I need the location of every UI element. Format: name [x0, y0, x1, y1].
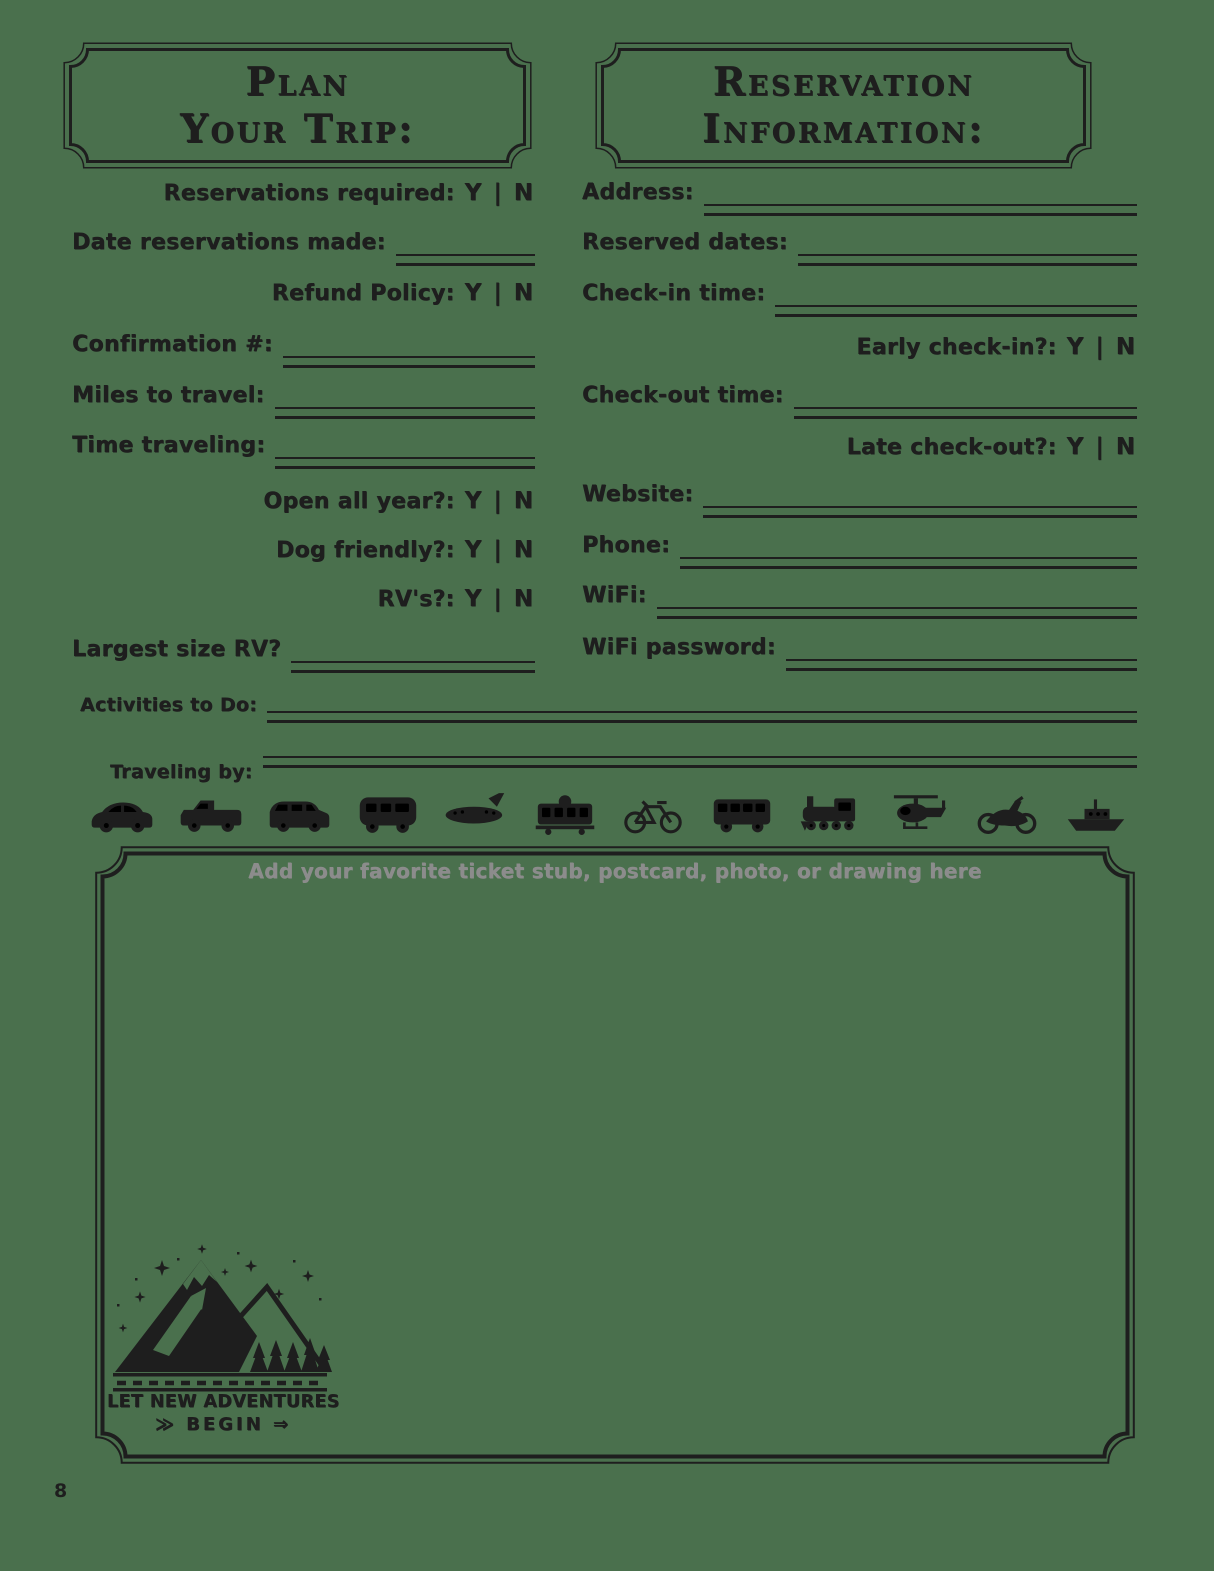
bicycle-icon[interactable] — [619, 790, 687, 836]
camper-van-icon[interactable] — [354, 790, 422, 836]
motorcycle-icon[interactable] — [973, 790, 1041, 836]
field-confirmation-number — [72, 332, 535, 357]
page-number: 8 — [54, 1480, 68, 1502]
field-label: Miles to travel: — [72, 383, 265, 408]
field-label: WiFi: — [582, 583, 647, 608]
field-largest-size-rv — [72, 637, 535, 662]
field-label: RV's?: — [377, 587, 455, 613]
field-label: Website: — [582, 482, 694, 507]
field-check-in-time — [582, 281, 1137, 306]
field-label: Reserved dates: — [582, 230, 788, 255]
plan-your-trip-title — [180, 59, 415, 153]
field-label: Date reservations made: — [72, 230, 386, 255]
field-label: Address: — [582, 180, 694, 205]
field-address — [582, 180, 1137, 205]
field-label: WiFi password: — [582, 635, 776, 660]
check-out-time-line[interactable] — [794, 407, 1137, 419]
yn-options[interactable]: Y | N — [464, 180, 535, 206]
field-label: Reservations required: — [163, 181, 455, 207]
field-label: Late check-out?: — [846, 435, 1057, 461]
field-label: Traveling by: — [110, 761, 253, 783]
miles-to-travel-line[interactable] — [275, 407, 535, 419]
reserved-dates-line[interactable] — [798, 254, 1137, 266]
field-label: Phone: — [582, 533, 671, 558]
activities-to-do-line[interactable] — [267, 711, 1137, 723]
field-miles-to-travel — [72, 383, 535, 408]
check-in-time-line[interactable] — [775, 305, 1137, 317]
traveling-by-line[interactable] — [263, 756, 1137, 768]
field-label: Open all year?: — [263, 489, 455, 515]
memory-box-caption: Add your favorite ticket stub, postcard, photo, or drawing here — [248, 859, 982, 883]
field-label: Refund Policy: — [271, 281, 455, 307]
wifi-password-line[interactable] — [786, 659, 1137, 671]
field-late-check-out — [582, 434, 1137, 460]
mountain-graphic — [107, 1242, 339, 1392]
title-line-2: Your Trip: — [180, 105, 415, 152]
field-label: Time traveling: — [72, 433, 266, 458]
time-traveling-line[interactable] — [275, 457, 535, 469]
field-early-check-in — [582, 334, 1137, 360]
field-label: Early check-in?: — [856, 335, 1057, 361]
yn-options[interactable]: Y | N — [464, 280, 535, 306]
field-dog-friendly — [72, 537, 535, 563]
boat-icon[interactable] — [1062, 790, 1130, 836]
field-wifi — [582, 583, 1137, 608]
date-reservations-made-line[interactable] — [396, 254, 535, 266]
field-time-traveling — [72, 433, 535, 458]
yn-options[interactable]: Y | N — [464, 488, 535, 514]
yn-options[interactable]: Y | N — [464, 586, 535, 612]
field-phone — [582, 533, 1137, 558]
website-line[interactable] — [703, 506, 1137, 518]
field-check-out-time — [582, 383, 1137, 408]
field-label: Confirmation #: — [72, 332, 273, 357]
field-activities-to-do — [80, 695, 1137, 717]
field-date-reservations-made — [72, 230, 535, 255]
airplane-icon[interactable] — [442, 790, 510, 836]
memory-box — [95, 846, 1135, 1464]
wifi-line[interactable] — [657, 607, 1137, 619]
title-line-1: Reservation — [712, 58, 975, 105]
title-line-2: Information: — [702, 105, 985, 152]
field-website — [582, 482, 1137, 507]
traveling-by-icons — [88, 786, 1130, 836]
yn-options[interactable]: Y | N — [1066, 434, 1137, 460]
field-label: Dog friendly?: — [275, 538, 455, 564]
title-line-1: Plan — [245, 58, 350, 105]
phone-line[interactable] — [680, 557, 1137, 569]
yn-options[interactable]: Y | N — [464, 537, 535, 563]
helicopter-icon[interactable] — [885, 790, 953, 836]
largest-size-rv-line[interactable] — [291, 661, 535, 673]
car-icon[interactable] — [88, 790, 156, 836]
train-icon[interactable] — [796, 790, 864, 836]
field-reserved-dates — [582, 230, 1137, 255]
adventure-logo — [107, 1242, 339, 1454]
logo-text-line1: LET NEW ADVENTURES — [107, 1392, 340, 1412]
pickup-truck-icon[interactable] — [177, 790, 245, 836]
field-reservations-required — [72, 180, 535, 206]
reservation-information-title — [702, 59, 985, 153]
field-traveling-by — [110, 762, 1137, 784]
field-label: Activities to Do: — [80, 694, 258, 716]
field-refund-policy — [72, 280, 535, 306]
plan-your-trip-box — [63, 42, 532, 169]
field-label: Check-in time: — [582, 281, 766, 306]
trolley-icon[interactable] — [531, 790, 599, 836]
field-wifi-password — [582, 635, 1137, 660]
logo-text-line2: ≫ BEGIN ⇒ — [154, 1414, 291, 1435]
yn-options[interactable]: Y | N — [1066, 334, 1137, 360]
field-rvs — [72, 586, 535, 612]
field-label: Check-out time: — [582, 383, 784, 408]
suv-icon[interactable] — [265, 790, 333, 836]
address-line[interactable] — [704, 204, 1137, 216]
field-open-all-year — [72, 488, 535, 514]
field-label: Largest size RV? — [72, 637, 282, 662]
bus-icon[interactable] — [708, 790, 776, 836]
confirmation-number-line[interactable] — [283, 356, 535, 368]
reservation-information-box — [595, 42, 1092, 169]
